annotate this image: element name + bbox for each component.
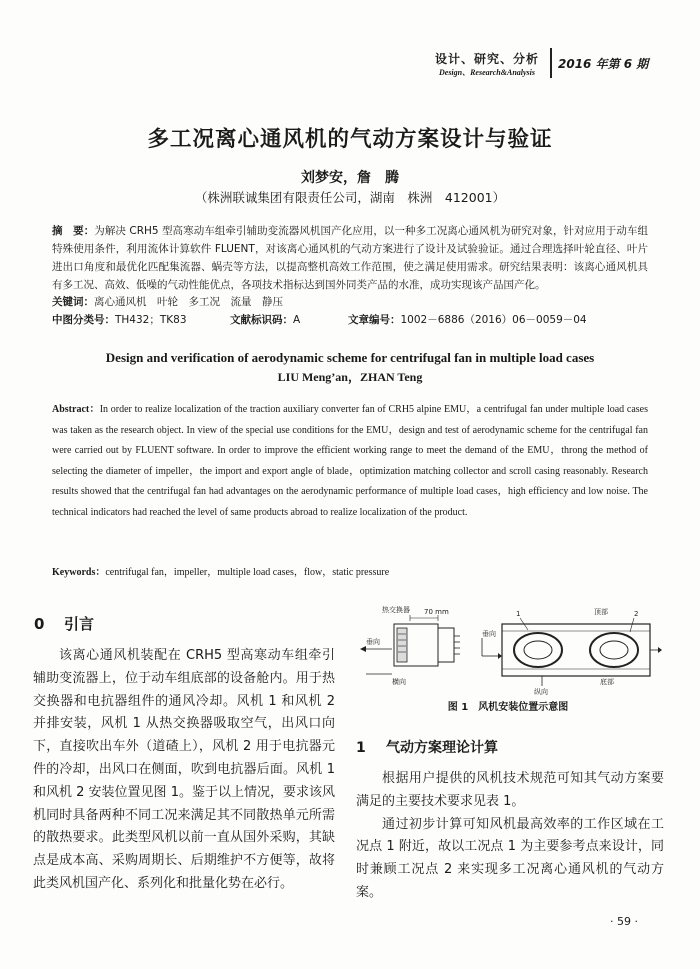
clc-value: TH432；TK83: [115, 314, 187, 326]
journal-section-en: Design、Research&Analysis: [438, 68, 535, 77]
section-0-number: 0: [34, 615, 45, 633]
section-0-heading: [34, 613, 94, 634]
label-vertical-right: 垂向: [482, 630, 496, 638]
keywords-en: [52, 563, 648, 578]
journal-section-cn: 设计、研究、分析: [434, 52, 539, 66]
label-longitudinal: 纵向: [534, 688, 548, 696]
section-1-heading: [356, 737, 498, 757]
label-lateral: 横向: [392, 678, 406, 686]
section-0-title: 引言: [64, 615, 95, 633]
section-0-body: [33, 645, 335, 896]
label-vertical-left: 垂向: [366, 638, 380, 646]
plan-view: [482, 607, 662, 696]
abstract-en-label: Abstract：: [52, 404, 100, 415]
abstract-en: [52, 400, 648, 524]
label-bottom: 底部: [600, 678, 614, 686]
affiliation-cn: （株洲联诚集团有限责任公司，湖南 株洲 412001）: [194, 190, 506, 205]
section-1-body: [356, 768, 664, 905]
clc-label: 中图分类号：: [52, 314, 115, 326]
header-divider: [550, 48, 552, 78]
label-top: 顶部: [594, 608, 608, 616]
label-fan-2: 2: [634, 610, 639, 618]
label-heat-exchanger: 热交换器: [382, 606, 410, 614]
section-1-paragraph: 根据用户提供的风机技术规范可知其气动方案要满足的主要技术要求见表 1。: [356, 771, 664, 809]
clc-code: [52, 312, 187, 327]
section-1-paragraph: 通过初步计算可知风机最高效率的工作区域在工况点 1 附近，故以工况点 1 为主要参考点来设计，同时兼顾工况点 2 来实现多工况离心通风机的气动方案。: [356, 816, 664, 900]
section-0-paragraph: 该离心通风机装配在 CRH5 型高寒动车组牵引辅助变流器上，位于动车组底部的设备舱内。用于热交换器和电抗器组件的通风冷却。风机 1 和风机 2 并排安装，风机 1 从热交换器吸取空气，出风口向下，直接吹出车外（道碴上），风机 2 用于电抗器元件的冷却，出风口在侧面，吹到电抗器后面。风机 1 和风机 2 安装位置见图 1。鉴于以上情况，要求该风机同时具备两种不同工况来满足其不同散热单元所需的散热要求。此类型风机以前一直从国外采购，其缺点是成本高、采购周期长、后期维护不方便等，故将此类风机国产化、系列化和批量化势在必行。: [33, 648, 335, 891]
abstract-cn-label: 摘 要：: [52, 225, 95, 237]
section-1-number: 1: [356, 740, 366, 756]
classification-line: [52, 312, 648, 328]
figure-1-caption: 图 1 风机安装位置示意图: [447, 702, 569, 713]
keywords-cn: [52, 294, 648, 309]
authors-cn: 刘梦安，詹 腾: [301, 170, 399, 186]
paper-title-en: Design and verification of aerodynamic scheme for centrifugal fan in multiple load cases: [105, 350, 595, 365]
journal-issue: 2016 年第 6 期: [558, 57, 649, 71]
label-dimension: 70 mm: [424, 608, 449, 616]
doc-label: 文献标识码：: [230, 314, 293, 326]
fan-installation-diagram: [352, 602, 664, 697]
authors-en: LIU Meng’an，ZHAN Teng: [277, 370, 423, 384]
article-label: 文章编号：: [348, 314, 401, 326]
doc-value: A: [293, 314, 301, 326]
abstract-en-text: In order to realize localization of the traction auxiliary converter fan of CRH5 alpine EMU，a centrifugal fan under multiple load cases was taken as the research object. In view of the special use conditions for the EMU，design and test of aerodynamic scheme for the centrifugal fan were carried out by FLUENT software. In order to improve the efficient working range to meet the demand of the EMU，throng the method of selecting the diameter of impeller，the import and export angle of blade，optimization matching collector and scroll casing reasonably. Research results showed that the centrifugal fan had advantages on the aerodynamic performance of multiple load cases，high efficiency and low noise. The technical indicators had reached the level of same products abroad to realize localization of the product.: [52, 404, 648, 518]
keywords-en-label: Keywords：: [52, 567, 106, 578]
article-value: 1002－6886（2016）06－0059－04: [400, 314, 587, 326]
label-fan-1: 1: [516, 610, 521, 618]
journal-section: [428, 50, 546, 78]
section-1-title: 气动方案理论计算: [386, 740, 498, 756]
figure-1: [352, 602, 664, 697]
abstract-cn-text: 为解决 CRH5 型高寒动车组牵引辅助变流器风机国产化应用，以一种多工况离心通风机为研究对象，针对应用于动车组特殊使用条件，利用流体计算软件 FLUENT，对该离心通风机的气动方案进行了设计及试验验证。通过合理选择叶轮直径、叶片进出口角度和最优化匹配集流器、蜗壳等方法，以提高整机高效工作范围，使之满足使用需求。研究结果表明：该离心通风机具有多工况、高效、低噪的气动性能优点，各项技术指标达到国外同类产品的水准，成功实现该产品国产化。: [52, 225, 648, 291]
article-number: [348, 312, 587, 327]
paper-title-cn: 多工况离心通风机的气动方案设计与验证: [147, 127, 553, 152]
keywords-cn-text: 离心通风机 叶轮 多工况 流量 静压: [94, 296, 283, 308]
doc-code: [230, 312, 300, 327]
keywords-en-text: centrifugal fan，impeller，multiple load cases，flow，static pressure: [105, 567, 390, 578]
keywords-cn-label: 关键词：: [52, 296, 94, 308]
side-view: [360, 605, 460, 686]
abstract-cn: [52, 222, 648, 294]
page-number: · 59 ·: [610, 915, 638, 928]
